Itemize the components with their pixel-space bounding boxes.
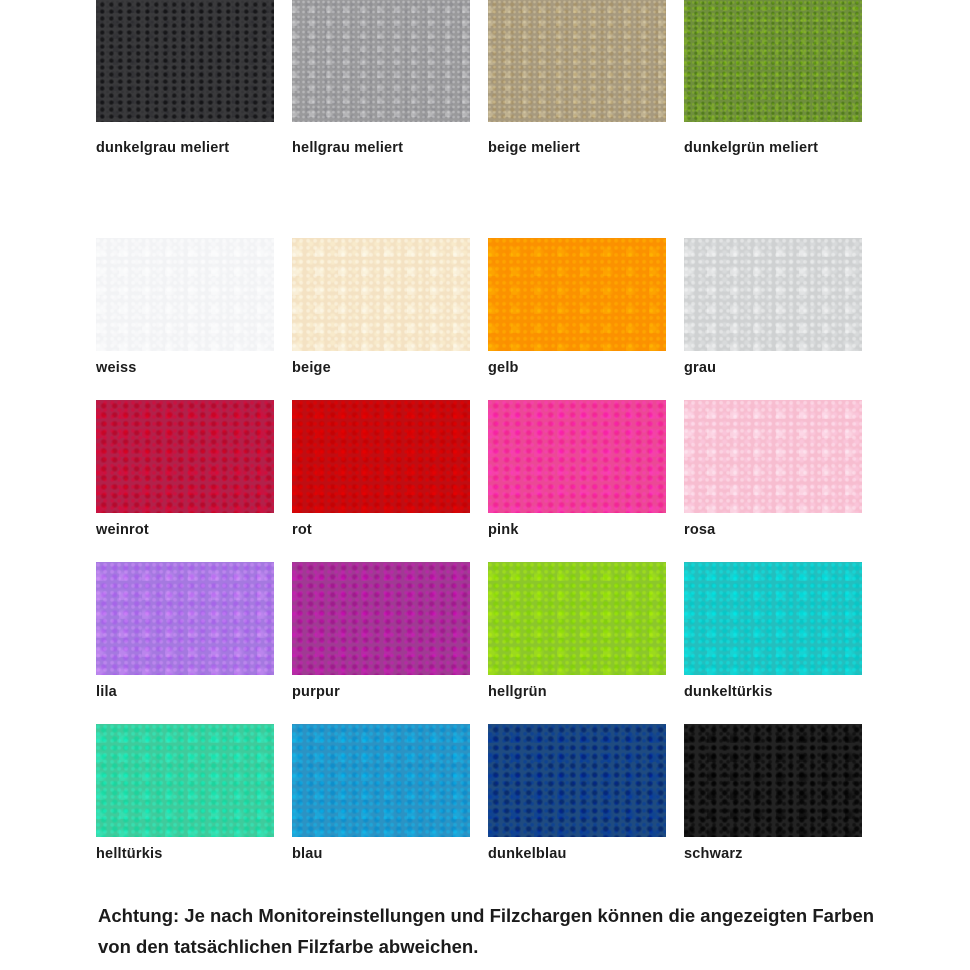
- swatch-cell[interactable]: [96, 0, 292, 156]
- felt-texture: [488, 724, 666, 837]
- swatch-label: dunkelblau: [488, 846, 567, 862]
- swatch-cell[interactable]: [96, 238, 292, 376]
- felt-texture: [292, 562, 470, 675]
- felt-texture: [488, 562, 666, 675]
- color-swatch[interactable]: [488, 238, 666, 351]
- swatch-row-4: [96, 562, 880, 700]
- swatch-row-melange: [96, 0, 880, 156]
- color-swatch[interactable]: [96, 400, 274, 513]
- felt-texture: [684, 562, 862, 675]
- felt-texture: [684, 400, 862, 513]
- swatch-cell[interactable]: [684, 562, 880, 700]
- swatch-label: dunkelgrün meliert: [684, 140, 819, 156]
- color-swatch[interactable]: [96, 724, 274, 837]
- felt-texture: [684, 238, 862, 351]
- swatch-label: hellgrün: [488, 684, 547, 700]
- color-swatch[interactable]: [488, 724, 666, 837]
- swatch-label: lila: [96, 684, 117, 700]
- color-swatch[interactable]: [684, 562, 862, 675]
- swatch-label: helltürkis: [96, 846, 163, 862]
- swatch-cell[interactable]: [292, 238, 488, 376]
- swatch-row-5: [96, 724, 880, 862]
- felt-texture: [488, 400, 666, 513]
- color-swatch[interactable]: [96, 562, 274, 675]
- swatch-cell[interactable]: [488, 0, 684, 156]
- swatch-row-2: [96, 238, 880, 376]
- felt-texture: [292, 0, 470, 122]
- felt-texture: [292, 400, 470, 513]
- swatch-cell[interactable]: [684, 724, 880, 862]
- swatch-cell[interactable]: [488, 238, 684, 376]
- felt-texture: [96, 0, 274, 122]
- swatch-cell[interactable]: [684, 0, 880, 156]
- color-swatch[interactable]: [292, 0, 470, 122]
- swatch-label: blau: [292, 846, 323, 862]
- felt-texture: [292, 724, 470, 837]
- color-swatch[interactable]: [96, 0, 274, 122]
- color-swatch[interactable]: [292, 400, 470, 513]
- swatch-label: rosa: [684, 522, 716, 538]
- color-swatch[interactable]: [684, 0, 862, 122]
- swatch-label: purpur: [292, 684, 340, 700]
- color-swatch[interactable]: [488, 0, 666, 122]
- color-swatch[interactable]: [292, 562, 470, 675]
- felt-texture: [488, 0, 666, 122]
- swatch-cell[interactable]: [488, 724, 684, 862]
- swatch-cell[interactable]: [488, 400, 684, 538]
- color-swatch[interactable]: [684, 238, 862, 351]
- swatch-label: dunkeltürkis: [684, 684, 773, 700]
- color-swatch[interactable]: [684, 400, 862, 513]
- swatch-cell[interactable]: [96, 562, 292, 700]
- swatch-cell[interactable]: [292, 0, 488, 156]
- swatch-cell[interactable]: [684, 238, 880, 376]
- color-swatch[interactable]: [488, 562, 666, 675]
- felt-texture: [292, 238, 470, 351]
- swatch-cell[interactable]: [96, 400, 292, 538]
- swatch-label: weinrot: [96, 522, 149, 538]
- swatch-cell[interactable]: [292, 724, 488, 862]
- color-swatch[interactable]: [684, 724, 862, 837]
- swatch-label: hellgrau meliert: [292, 140, 404, 156]
- color-swatch[interactable]: [488, 400, 666, 513]
- swatch-cell[interactable]: [292, 562, 488, 700]
- disclaimer-note: Achtung: Je nach Monitoreinstellungen und Filzchargen können die angezeigten Farben von den tatsächlichen Filzfarbe abweichen.: [98, 905, 875, 957]
- felt-texture: [96, 238, 274, 351]
- swatch-label: weiss: [96, 360, 137, 376]
- swatch-row-3: [96, 400, 880, 538]
- felt-texture: [96, 562, 274, 675]
- felt-texture: [684, 724, 862, 837]
- swatch-label: pink: [488, 522, 519, 538]
- swatch-label: rot: [292, 522, 312, 538]
- swatch-label: beige: [292, 360, 331, 376]
- color-swatch[interactable]: [96, 238, 274, 351]
- swatch-label: dunkelgrau meliert: [96, 140, 230, 156]
- swatch-cell[interactable]: [684, 400, 880, 538]
- swatch-cell[interactable]: [488, 562, 684, 700]
- swatch-label: schwarz: [684, 846, 743, 862]
- swatch-label: beige meliert: [488, 140, 581, 156]
- felt-texture: [96, 724, 274, 837]
- swatch-cell[interactable]: [292, 400, 488, 538]
- felt-texture: [488, 238, 666, 351]
- swatch-cell[interactable]: [96, 724, 292, 862]
- color-swatch[interactable]: [292, 724, 470, 837]
- felt-texture: [96, 400, 274, 513]
- felt-texture: [684, 0, 862, 122]
- swatch-label: grau: [684, 360, 717, 376]
- swatch-label: gelb: [488, 360, 519, 376]
- color-swatch[interactable]: [292, 238, 470, 351]
